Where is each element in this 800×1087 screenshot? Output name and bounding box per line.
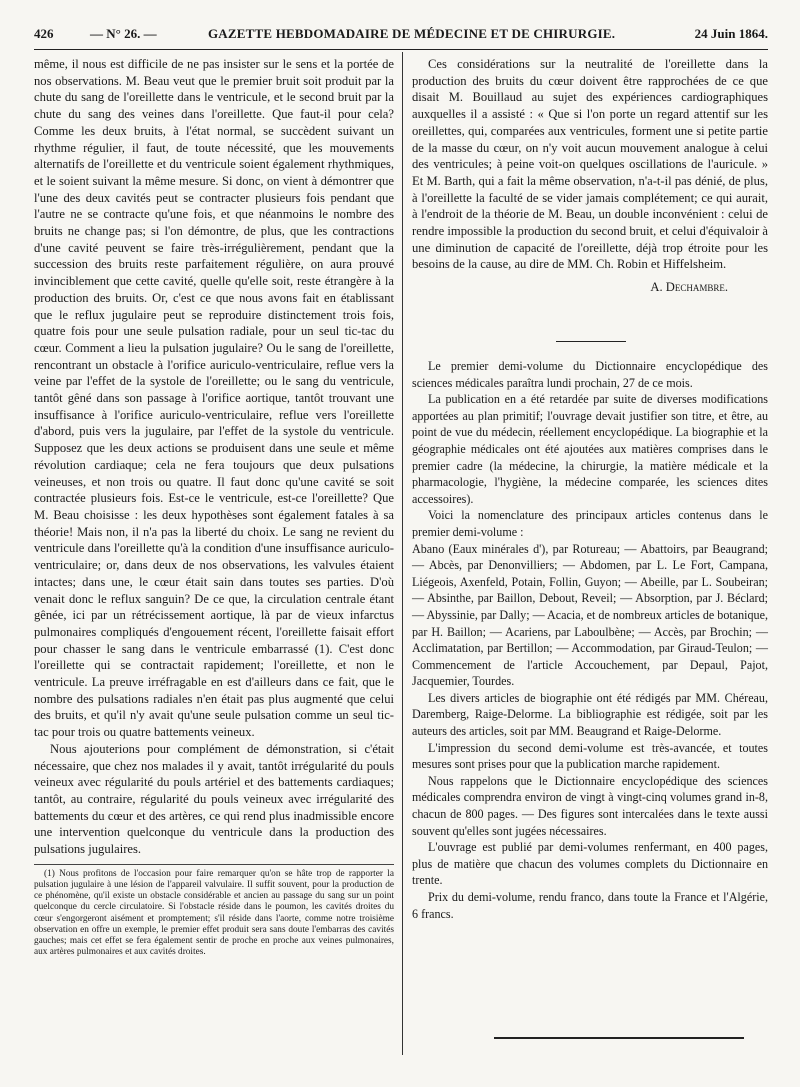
notice-paragraph: Les divers articles de biographie ont été rédigés par MM. Chéreau, Daremberg, Raige-Delorme. La bibliographie est rédigée, soit par les auteurs des articles, soit par MM. Beaugrand et Raige-Delorme. xyxy=(412,690,768,739)
dictionary-notice xyxy=(412,358,768,922)
page-number: 426 xyxy=(34,26,54,41)
right-paragraph-1: Ces considérations sur la neutralité de l'oreillette dans la production des bruits du cœur doivent être rapprochées de ce que disait M. Bouillaud au sujet des expériences cardiographiques auxquelles il a assisté : « Que si l'on porte un regard attentif sur les oreillettes, qui, comparées aux ventricules, forment une si petite partie de la masse du cœur, on n'y voit aucun mouvement analogue à celui des ventricules; à peine voit-on quelques oscillations de l'auricule. » Et M. Barth, qui a fait la même observation, n'a-t-il pas dénié, de plus, à l'oreillette la faculté de se vider jamais complétement; ce qui aurait, à l'endroit de la théorie de M. Beau, un double inconvénient : celui de rendre impossible la production du second bruit, et celui d'équivaloir à une diminution de capacité de l'oreillette, déjà trop étroite pour les besoins de la cause, au dire de MM. Ch. Robin et Hiffelsheim. xyxy=(412,57,768,272)
notice-paragraph: L'impression du second demi-volume est très-avancée, et toutes mesures sont prises pour que la publication marche rapidement. xyxy=(412,740,768,772)
article-list: Abano (Eaux minérales d'), par Rotureau; — Abattoirs, par Beaugrand; — Abcès, par Denonvilliers; — Abdomen, par L. Le Fort, Campana, Liégeois, Axenfeld, Potain, Follin, Guyon; — Abeille, par L. Soubeiran; — Absinthe, par Baillon, Debout, Reveil; — Absorption, par J. Béclard; — Abyssinie, par Dally; — Acacia, et de nombreux articles de botanique, par H. Baillon; — Acariens, par Laboulbène; — Accès, par Brochin; — Acclimatation, par Bertillon; — Accommodation, par Giraud-Teulon; — Commencement de l'article Accouchement, par Depaul, Pajot, Jacquemier, Tourdes. xyxy=(412,541,768,689)
notice-paragraph: L'ouvrage est publié par demi-volumes renfermant, en 400 pages, plus de matière que chacun des volumes complets du Dictionnaire en trente. xyxy=(412,840,768,888)
issue-number: — N° 26. — xyxy=(90,26,157,41)
section-rule xyxy=(556,341,626,342)
notice-paragraph: Voici la nomenclature des principaux articles contenus dans le premier demi-volume : xyxy=(412,508,768,539)
footnote-text: (1) Nous profitons de l'occasion pour faire remarquer qu'on se hâte trop de rapporter la pulsation jugulaire à une lésion de l'appareil valvulaire. Il suffit souvent, pour la production de ce phénomène, qu'il existe un obstacle considérable et ancien au passage du sang sur un point quelconque du cercle circulatoire. Si l'obstacle réside dans le poumon, les cavités droites du cœur s'engorgeront aisément et promptement; s'il réside dans l'aorte, comme notre troisième observation en offre un exemple, le premier effet produit sera sans doute l'embarras des cavités gauches; mais cet effet se fera également sentir de proche en proche aux veines pulmonaires, aux artères pulmonaires et aux cavités droites. xyxy=(34,868,394,958)
footnote-rule xyxy=(34,864,394,865)
header-rule xyxy=(34,49,768,50)
left-column xyxy=(34,56,394,958)
notice-paragraph: Le premier demi-volume du Dictionnaire encyclopédique des sciences médicales paraîtra lundi prochain, 27 de ce mois. xyxy=(412,359,768,390)
journal-title: GAZETTE HEBDOMADAIRE DE MÉDECINE ET DE CHIRURGIE. xyxy=(208,26,616,41)
left-paragraph-1: même, il nous est difficile de ne pas insister sur le sens et la portée de nos observations. M. Beau veut que le premier bruit soit produit par la chute du sang de l'oreillette dans le ventricule, et le second bruit par la chute du sang des veines dans l'oreillette. Que faut-il pour cela? Comme les deux bruits, à l'état normal, se succèdent suivant un rhythme régulier, il faut, de toute nécessité, que les mouvements alternatifs de l'oreillette et du ventricule soient également rhythmiques, et le soient suivant la même mesure. Si donc, on vient à démontrer que l'une des deux cavités peut se contracter plusieurs fois pendant que l'autre ne se contracte qu'une fois, et que néanmoins le nombre des bruits ne change pas; si l'on démontre, de plus, que les contractions d'une cavité peuvent se faire très-irrégulièrement, pendant que la succession des bruits reste parfaitement régulière, on aura prouvé invinciblement que cette cavité, quelle qu'elle soit, reste étrangère à la production des bruits. Or, c'est ce que nous avons fait en établissant que le reflux jugulaire peut se reproduire distinctement trois fois, quatre fois pour une seule pulsation radiale, pour un seul tic-tac du cœur. Comment a lieu la pulsation jugulaire? Ou le sang de l'oreillette, rencontrant un obstacle à l'orifice auriculo-ventriculaire, reflue vers la veine par l'effet de la systole de l'oreillette; ou le sang du ventricule, tantôt gêné dans son passage à l'orifice aortique, tantôt trouvant une insuffisance à l'orifice auriculo-ventriculaire, reflue vers l'oreillette d'abord, puis vers la jugulaire, par l'effet de la systole du ventricule. Supposez que les deux actions se produisent dans une seule et même révolution cardiaque; cela ne fera toujours que deux pulsations veineuses, et non trois ou quatre. Il faut donc qu'une cavité se soit contractée plusieurs fois. Est-ce le ventricule, est-ce l'oreillette? Que M. Beau choisisse : les deux hypothèses sont également fatales à sa théorie! Mais non, il n'a pas la liberté du choix. Le sang ne revient du ventricule dans l'oreillette qu'à la condition d'une insuffisance auriculo-ventriculaire; or, dans deux de nos observations, les valvules étaient intactes; dans une, le cœur était sain dans toutes ses parties. D'où venait donc le reflux sanguin? De ce que, la circulation centrale étant gênée, ici par un rétrécissement aortique, là par de vieux infarctus pulmonaires compliqués d'engouement récent, l'oreillette faisait effort pour chasser le sang dans le ventricule embarrassé (1). C'est donc l'oreillette qui se contractait rapidement; l'oreillette, et non le ventricule. La preuve irréfragable en est d'ailleurs dans ce fait, que le nombre des pulsations radiales n'en était pas plus augmenté que celui des bruits, et qu'il n'y avait qu'une seule pulsation comme un seul tic-tac pour trois ou quatre battements veineux. xyxy=(34,57,394,740)
footnote xyxy=(34,869,394,959)
notice-paragraph: La publication en a été retardée par suite de diverses modifications apportées au plan primitif; l'ouvrage devait justifier son titre, et être, au point de vue du médecin, réellement encyclopédique. La biographie et la géographie médicales ont été ajoutées aux matières comprises dans le premier cadre (la médecine, la chirurgie, la matière médicale et la pharmacologie, l'hygiène, la médecine comparée, les sciences dites accessoires). xyxy=(412,392,768,506)
notice-paragraph: Nous rappelons que le Dictionnaire encyclopédique des sciences médicales comprendra environ de vingt à vingt-cinq volumes grand in-8, chacun de 800 pages. — Des figures sont intercalées dans le texte aussi souvent qu'elles sont jugées nécessaires. xyxy=(412,773,768,838)
author-signature: A. Dechambre. xyxy=(650,280,728,295)
column-divider xyxy=(402,52,403,1055)
end-rule xyxy=(494,1037,744,1039)
right-column-article xyxy=(412,56,768,296)
notice-paragraph: Prix du demi-volume, rendu franco, dans toute la France et l'Algérie, 6 francs. xyxy=(412,890,768,921)
issue-date: 24 Juin 1864. xyxy=(694,26,768,41)
left-paragraph-2: Nous ajouterions pour complément de démonstration, si c'était nécessaire, que chez nos malades il y avait, tantôt irrégularité du pouls veineux avec régularité du pouls artériel et des battements cardiaques; tantôt, au contraire, régularité du pouls veineux avec irrégularité des battements du cœur et des artères, ce qui rend plus inadmissible encore une intervention quelconque du ventricule dans la production des pulsations jugulaires. xyxy=(34,741,394,857)
page-header xyxy=(34,26,768,44)
